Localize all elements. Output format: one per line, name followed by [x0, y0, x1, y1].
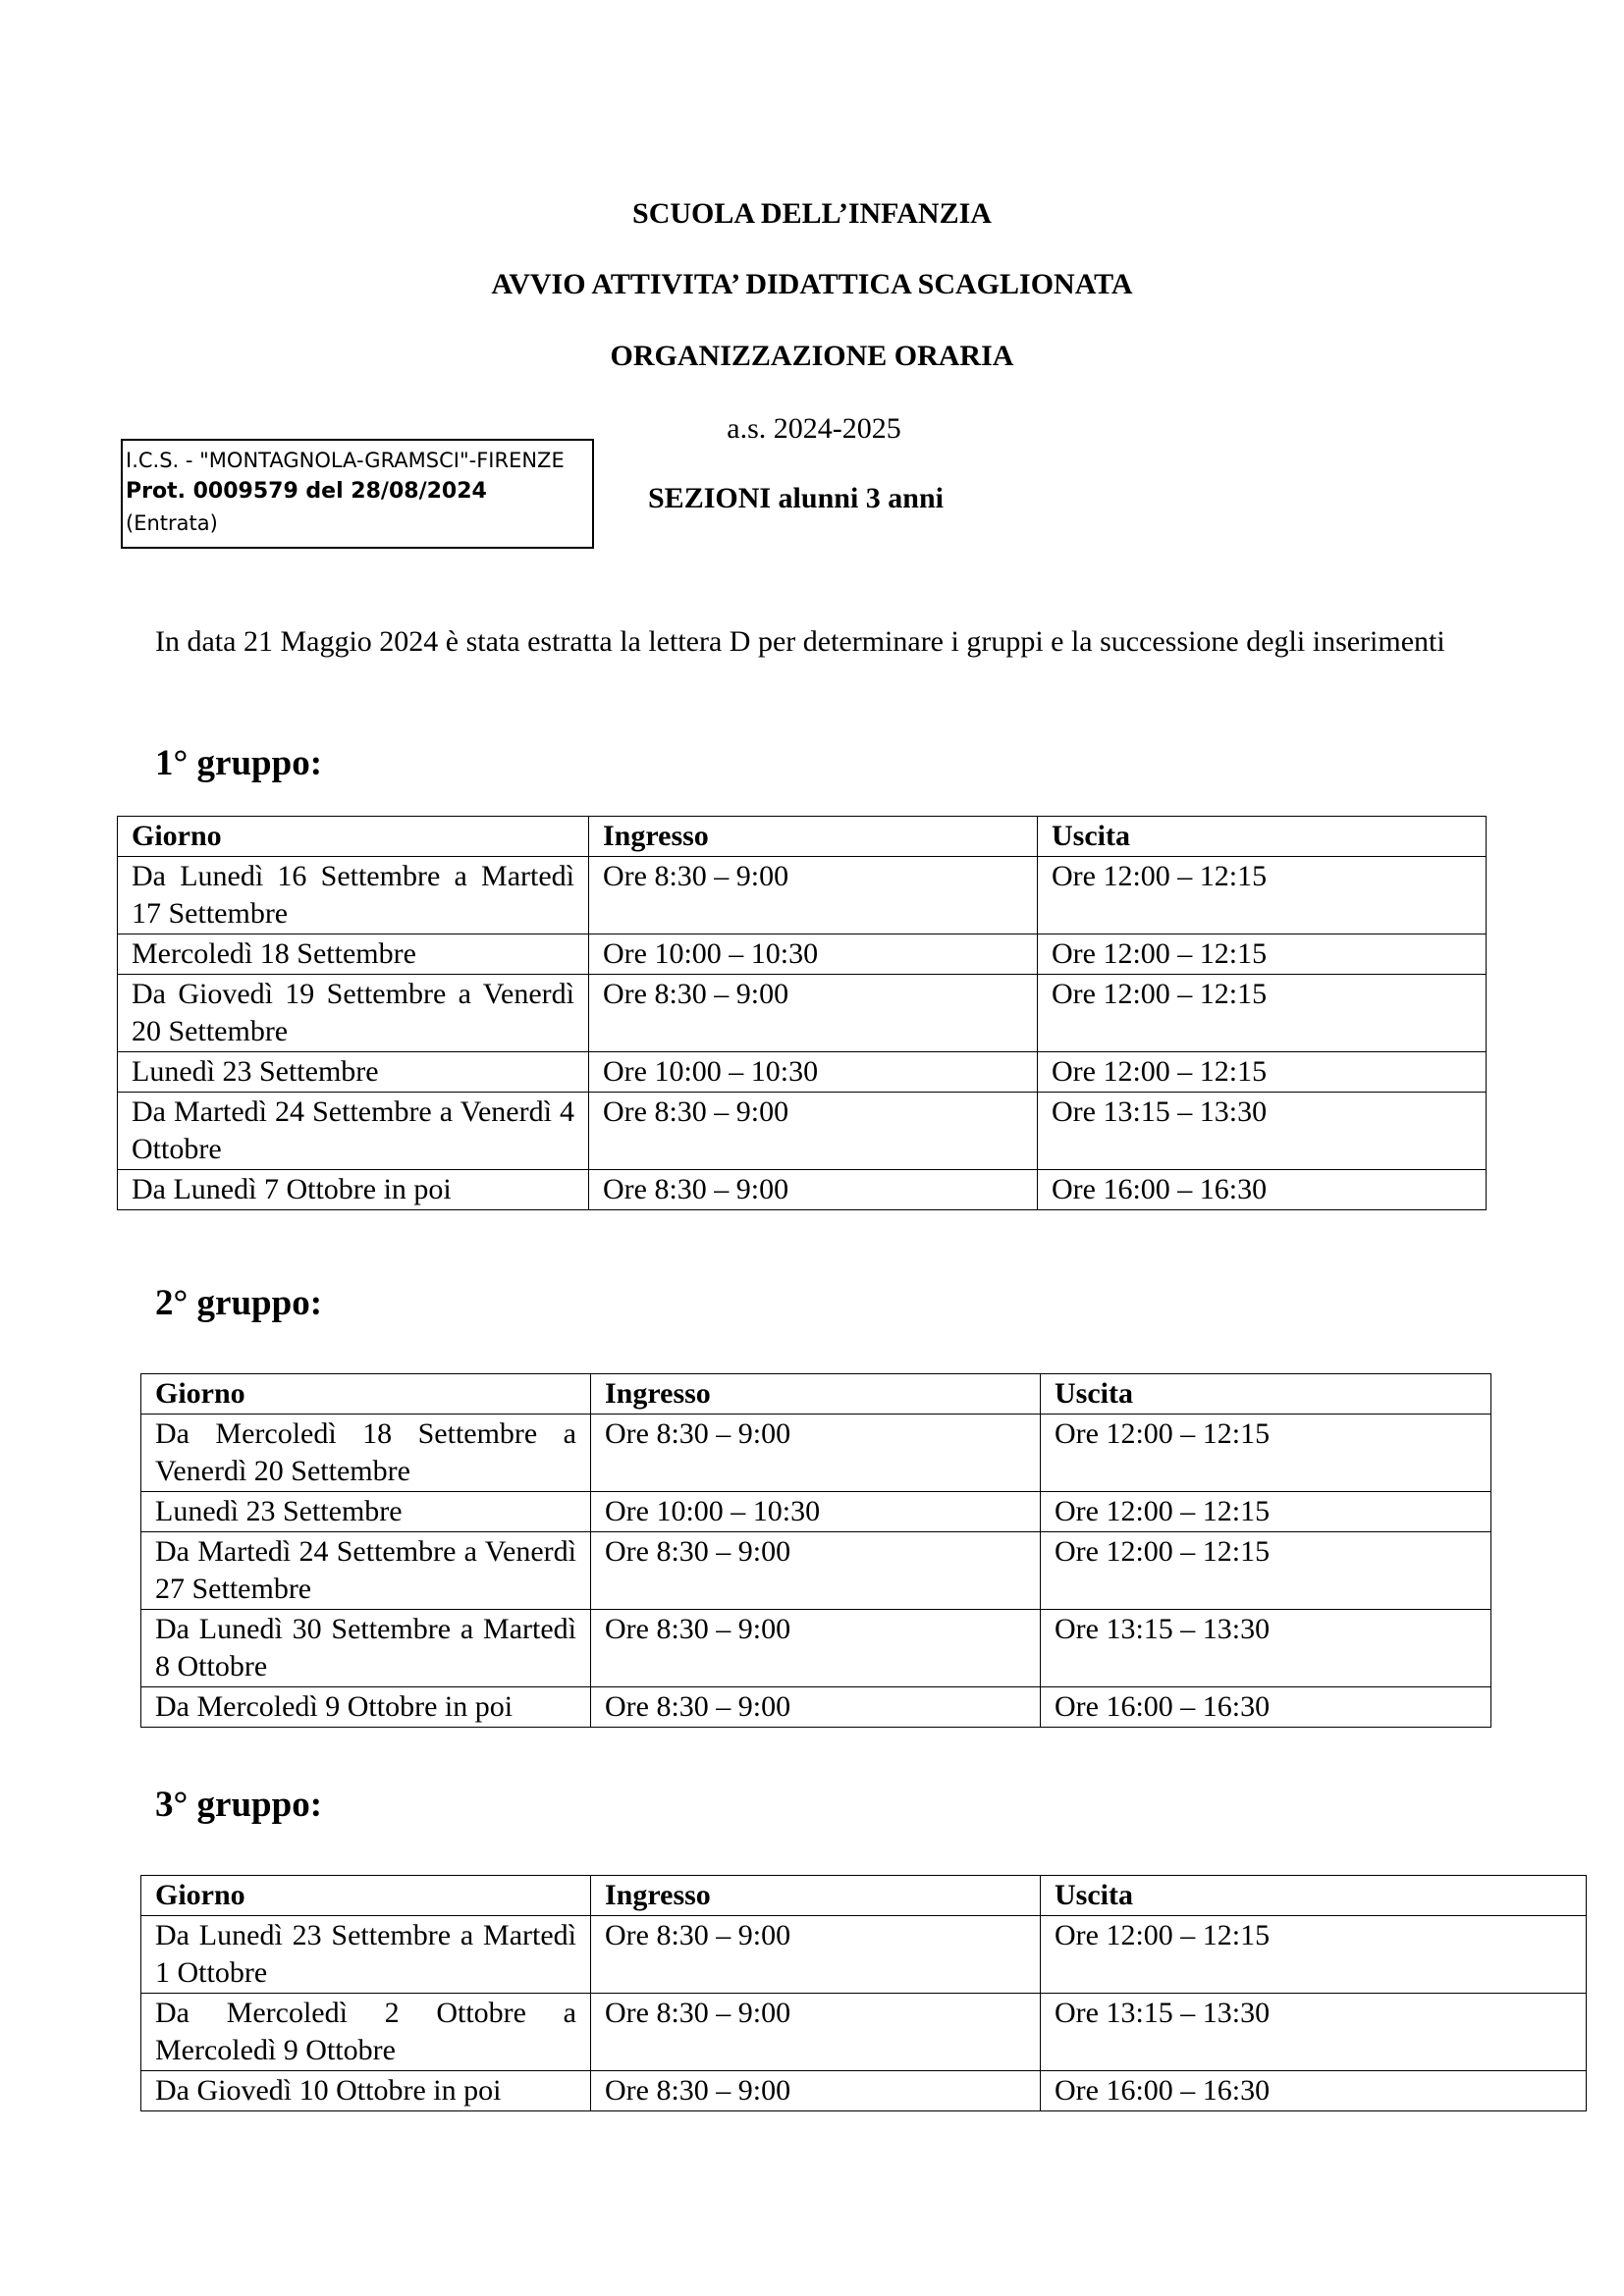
cell-uscita: Ore 12:00 – 12:15	[1038, 975, 1487, 1052]
group-2-table	[140, 1373, 1491, 1728]
cell-uscita: Ore 13:15 – 13:30	[1041, 1994, 1587, 2071]
cell-giorno: Da Giovedì 10 Ottobre in poi	[141, 2071, 591, 2111]
cell-ingresso: Ore 8:30 – 9:00	[591, 1687, 1041, 1728]
table-row	[118, 934, 1487, 975]
table-header-row	[141, 1374, 1491, 1415]
school-year: a.s. 2024-2025	[727, 412, 901, 445]
cell-uscita: Ore 12:00 – 12:15	[1041, 1415, 1491, 1492]
stamp-institute: I.C.S. - "MONTAGNOLA-GRAMSCI"-FIRENZE	[126, 449, 565, 472]
table-row	[141, 1532, 1491, 1610]
group-1-heading: 1° gruppo:	[155, 743, 323, 783]
cell-ingresso: Ore 10:00 – 10:30	[589, 934, 1038, 975]
group-3-table	[140, 1875, 1587, 2111]
cell-giorno: Da Giovedì 19 Settembre a Venerdì 20 Settembre	[118, 975, 589, 1052]
cell-giorno: Lunedì 23 Settembre	[118, 1052, 589, 1093]
table-row	[141, 1415, 1491, 1492]
cell-uscita: Ore 16:00 – 16:30	[1041, 2071, 1587, 2111]
cell-ingresso: Ore 8:30 – 9:00	[591, 1415, 1041, 1492]
cell-giorno: Da Mercoledì 18 Settembre a Venerdì 20 Settembre	[141, 1415, 591, 1492]
group-2-heading: 2° gruppo:	[155, 1283, 323, 1323]
cell-ingresso: Ore 8:30 – 9:00	[591, 1532, 1041, 1610]
cell-ingresso: Ore 8:30 – 9:00	[591, 1610, 1041, 1687]
cell-giorno: Da Lunedì 23 Settembre a Martedì 1 Ottobre	[141, 1916, 591, 1994]
cell-giorno: Da Lunedì 16 Settembre a Martedì 17 Settembre	[118, 857, 589, 934]
cell-giorno: Da Mercoledì 2 Ottobre a Mercoledì 9 Ottobre	[141, 1994, 591, 2071]
cell-giorno: Da Mercoledì 9 Ottobre in poi	[141, 1687, 591, 1728]
cell-uscita: Ore 16:00 – 16:30	[1041, 1687, 1491, 1728]
cell-uscita: Ore 13:15 – 13:30	[1038, 1093, 1487, 1170]
stamp-direction: (Entrata)	[126, 511, 218, 535]
table-row	[118, 1170, 1487, 1210]
table-row	[141, 1994, 1587, 2071]
column-header-uscita: Uscita	[1041, 1374, 1491, 1415]
column-header-uscita: Uscita	[1038, 817, 1487, 857]
stamp-protocol-number: Prot. 0009579 del 28/08/2024	[126, 479, 487, 504]
table-row	[141, 1610, 1491, 1687]
sections-subtitle: SEZIONI alunni 3 anni	[648, 482, 944, 514]
table-header-row	[141, 1876, 1587, 1916]
cell-uscita: Ore 12:00 – 12:15	[1041, 1532, 1491, 1610]
cell-giorno: Da Martedì 24 Settembre a Venerdì 27 Settembre	[141, 1532, 591, 1610]
cell-uscita: Ore 13:15 – 13:30	[1041, 1610, 1491, 1687]
intro-paragraph: In data 21 Maggio 2024 è stata estratta la lettera D per determinare i gruppi e la successione degli inserimenti	[155, 625, 1445, 658]
cell-ingresso: Ore 8:30 – 9:00	[591, 1994, 1041, 2071]
cell-uscita: Ore 12:00 – 12:15	[1041, 1492, 1491, 1532]
column-header-ingresso: Ingresso	[591, 1374, 1041, 1415]
title-organizzazione-oraria: ORGANIZZAZIONE ORARIA	[610, 340, 1014, 372]
title-scuola-infanzia: SCUOLA DELL’INFANZIA	[632, 197, 992, 230]
table-row	[118, 1093, 1487, 1170]
title-avvio-attivita: AVVIO ATTIVITA’ DIDATTICA SCAGLIONATA	[491, 268, 1133, 300]
cell-ingresso: Ore 8:30 – 9:00	[589, 857, 1038, 934]
cell-uscita: Ore 12:00 – 12:15	[1038, 857, 1487, 934]
group-1-table	[117, 816, 1487, 1210]
protocol-stamp	[121, 439, 594, 549]
cell-giorno: Da Lunedì 7 Ottobre in poi	[118, 1170, 589, 1210]
group-3-heading: 3° gruppo:	[155, 1785, 323, 1825]
cell-ingresso: Ore 10:00 – 10:30	[591, 1492, 1041, 1532]
column-header-giorno: Giorno	[118, 817, 589, 857]
cell-uscita: Ore 12:00 – 12:15	[1038, 934, 1487, 975]
table-row	[118, 975, 1487, 1052]
cell-giorno: Mercoledì 18 Settembre	[118, 934, 589, 975]
cell-ingresso: Ore 8:30 – 9:00	[591, 1916, 1041, 1994]
column-header-ingresso: Ingresso	[589, 817, 1038, 857]
cell-ingresso: Ore 8:30 – 9:00	[591, 2071, 1041, 2111]
cell-giorno: Lunedì 23 Settembre	[141, 1492, 591, 1532]
cell-ingresso: Ore 8:30 – 9:00	[589, 1170, 1038, 1210]
table-row	[118, 857, 1487, 934]
column-header-ingresso: Ingresso	[591, 1876, 1041, 1916]
table-row	[141, 2071, 1587, 2111]
column-header-giorno: Giorno	[141, 1374, 591, 1415]
cell-ingresso: Ore 8:30 – 9:00	[589, 1093, 1038, 1170]
table-row	[141, 1492, 1491, 1532]
table-row	[141, 1916, 1587, 1994]
cell-ingresso: Ore 8:30 – 9:00	[589, 975, 1038, 1052]
table-header-row	[118, 817, 1487, 857]
cell-giorno: Da Martedì 24 Settembre a Venerdì 4 Ottobre	[118, 1093, 589, 1170]
column-header-uscita: Uscita	[1041, 1876, 1587, 1916]
table-row	[118, 1052, 1487, 1093]
cell-uscita: Ore 16:00 – 16:30	[1038, 1170, 1487, 1210]
cell-ingresso: Ore 10:00 – 10:30	[589, 1052, 1038, 1093]
table-row	[141, 1687, 1491, 1728]
column-header-giorno: Giorno	[141, 1876, 591, 1916]
cell-giorno: Da Lunedì 30 Settembre a Martedì 8 Ottobre	[141, 1610, 591, 1687]
cell-uscita: Ore 12:00 – 12:15	[1038, 1052, 1487, 1093]
cell-uscita: Ore 12:00 – 12:15	[1041, 1916, 1587, 1994]
